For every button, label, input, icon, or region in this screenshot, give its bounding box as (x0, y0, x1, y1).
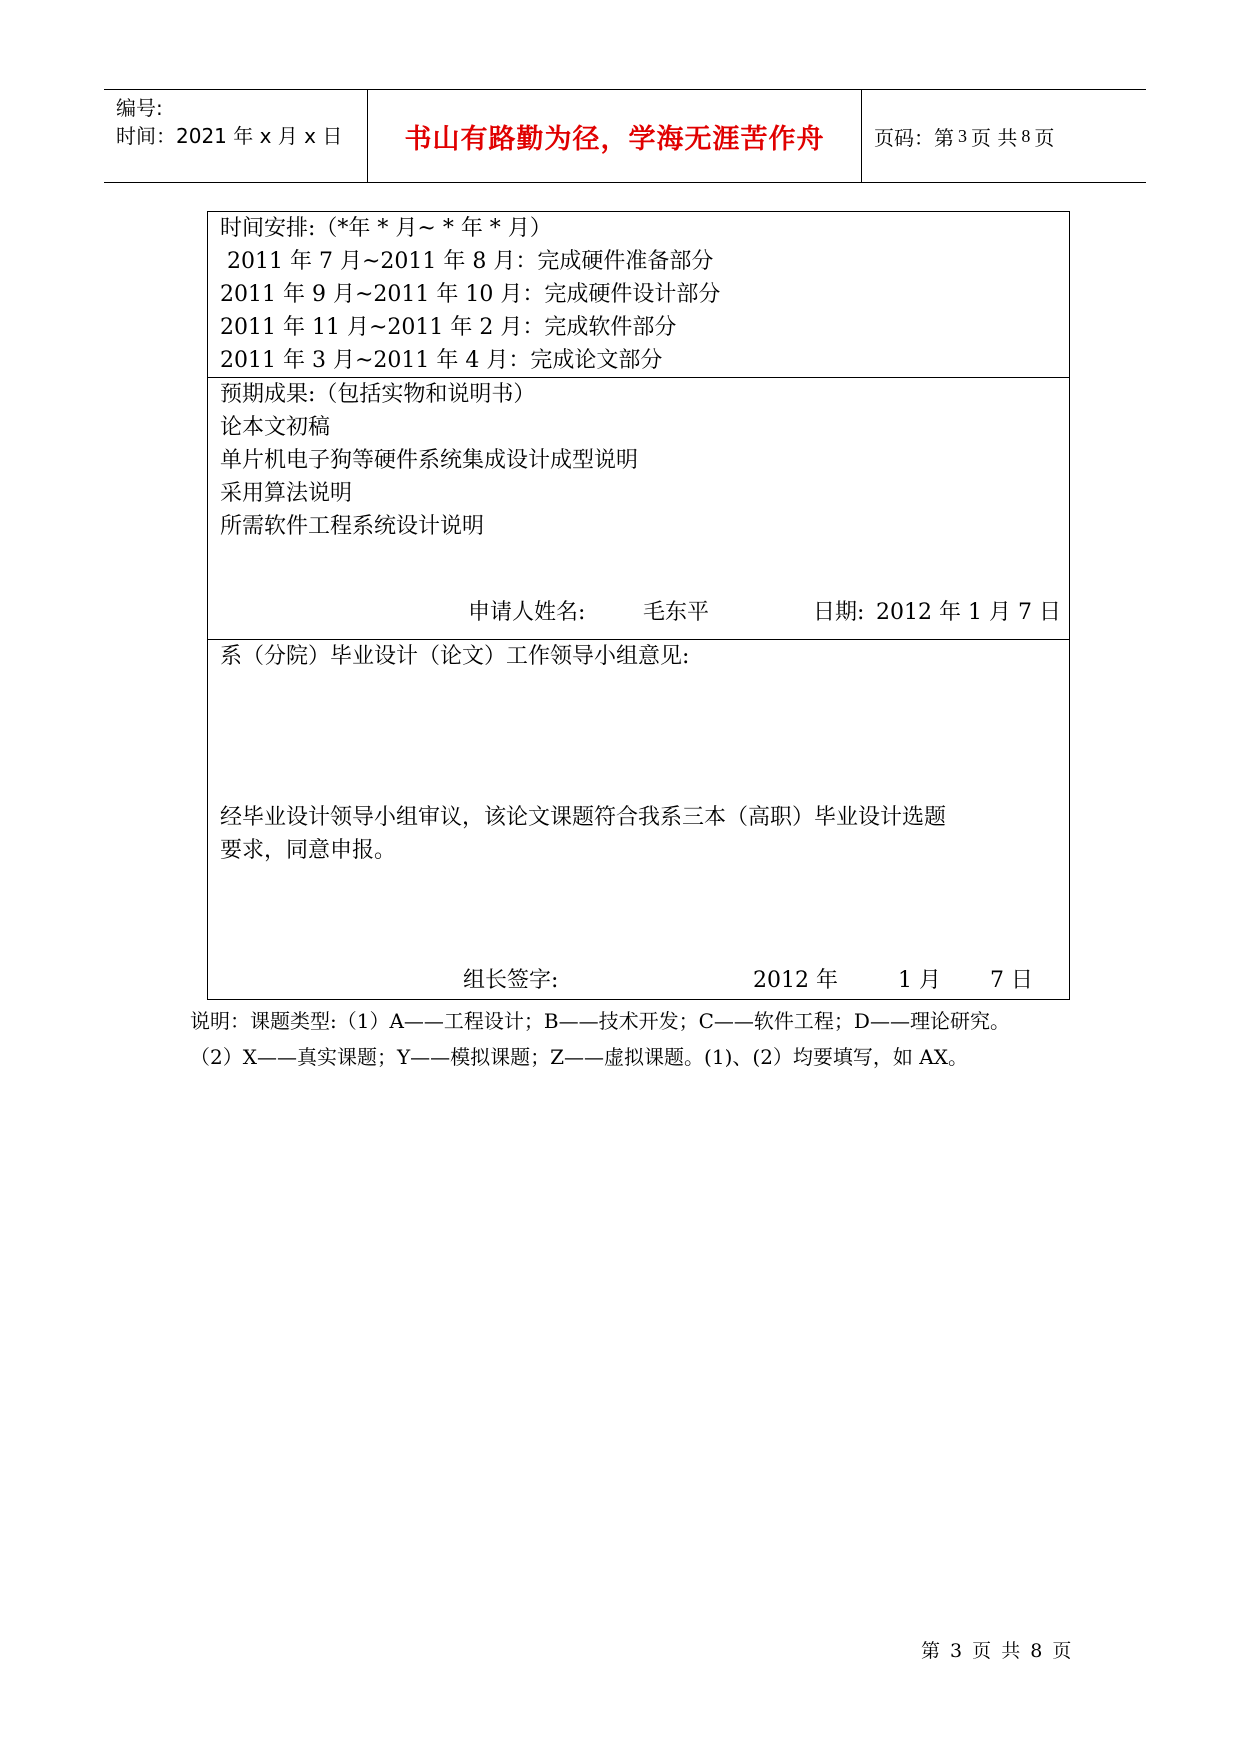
notes (190, 1003, 1090, 1075)
date-value: 2012 年 1 月 7 日 (876, 600, 1061, 625)
expected-results-section (208, 378, 1069, 640)
date-label: 日期: (813, 600, 865, 625)
page-suffix: 页 (1034, 125, 1055, 150)
committee-opinion-section (208, 640, 1069, 999)
application-form-table (207, 211, 1070, 1000)
note-line2: （2）X——真实课题；Y——模拟课题；Z——虚拟课题。(1)、(2）均要填写，如 AX。 (190, 1045, 968, 1069)
applicant-name: 毛东平 (643, 600, 710, 625)
results-item: 论本文初稿 (220, 415, 331, 440)
page-mid: 页 共 (971, 125, 1018, 150)
schedule-heading: 时间安排:（*年 * 月~ * 年 * 月） (220, 216, 552, 241)
sign-month: 1 月 (898, 968, 941, 993)
opinion-heading: 系（分院）毕业设计（论文）工作领导小组意见: (220, 644, 690, 669)
opinion-text-line2: 要求，同意申报。 (220, 838, 397, 863)
schedule-item: 2011 年 9 月~2011 年 10 月：完成硬件设计部分 (220, 282, 721, 307)
results-item: 所需软件工程系统设计说明 (220, 514, 485, 539)
header-meta (104, 90, 368, 182)
page-footer: 第 3 页 共 8 页 (921, 1640, 1074, 1662)
results-heading: 预期成果:（包括实物和说明书） (220, 382, 536, 407)
schedule-item: 2011 年 7 月~2011 年 8 月：完成硬件准备部分 (220, 249, 714, 274)
schedule-section (208, 212, 1069, 378)
sign-day: 7 日 (990, 968, 1033, 993)
schedule-item: 2011 年 3 月~2011 年 4 月：完成论文部分 (220, 348, 663, 373)
applicant-label: 申请人姓名: (468, 600, 586, 625)
opinion-text-line1: 经毕业设计领导小组审议，该论文课题符合我系三本（高职）毕业设计选题 (220, 805, 947, 830)
header-motto: 书山有路勤为径，学海无涯苦作舟 (368, 90, 862, 182)
page-prefix: 页码：第 (874, 125, 954, 150)
page-current: 3 (958, 125, 967, 146)
results-item: 采用算法说明 (220, 481, 353, 506)
sign-year: 2012 年 (753, 968, 838, 993)
time-label: 时间：2021 年 x 月 x 日 (116, 124, 343, 148)
page-header (104, 89, 1146, 183)
schedule-item: 2011 年 11 月~2011 年 2 月：完成软件部分 (220, 315, 677, 340)
note-line1: 说明：课题类型:（1）A——工程设计；B——技术开发；C——软件工程；D——理论研究。 (190, 1009, 1010, 1033)
number-label: 编号: (116, 96, 163, 120)
results-item: 单片机电子狗等硬件系统集成设计成型说明 (220, 448, 639, 473)
page-total: 8 (1021, 125, 1031, 146)
signature-label: 组长签字: (463, 968, 559, 993)
header-page-number (862, 90, 1146, 182)
